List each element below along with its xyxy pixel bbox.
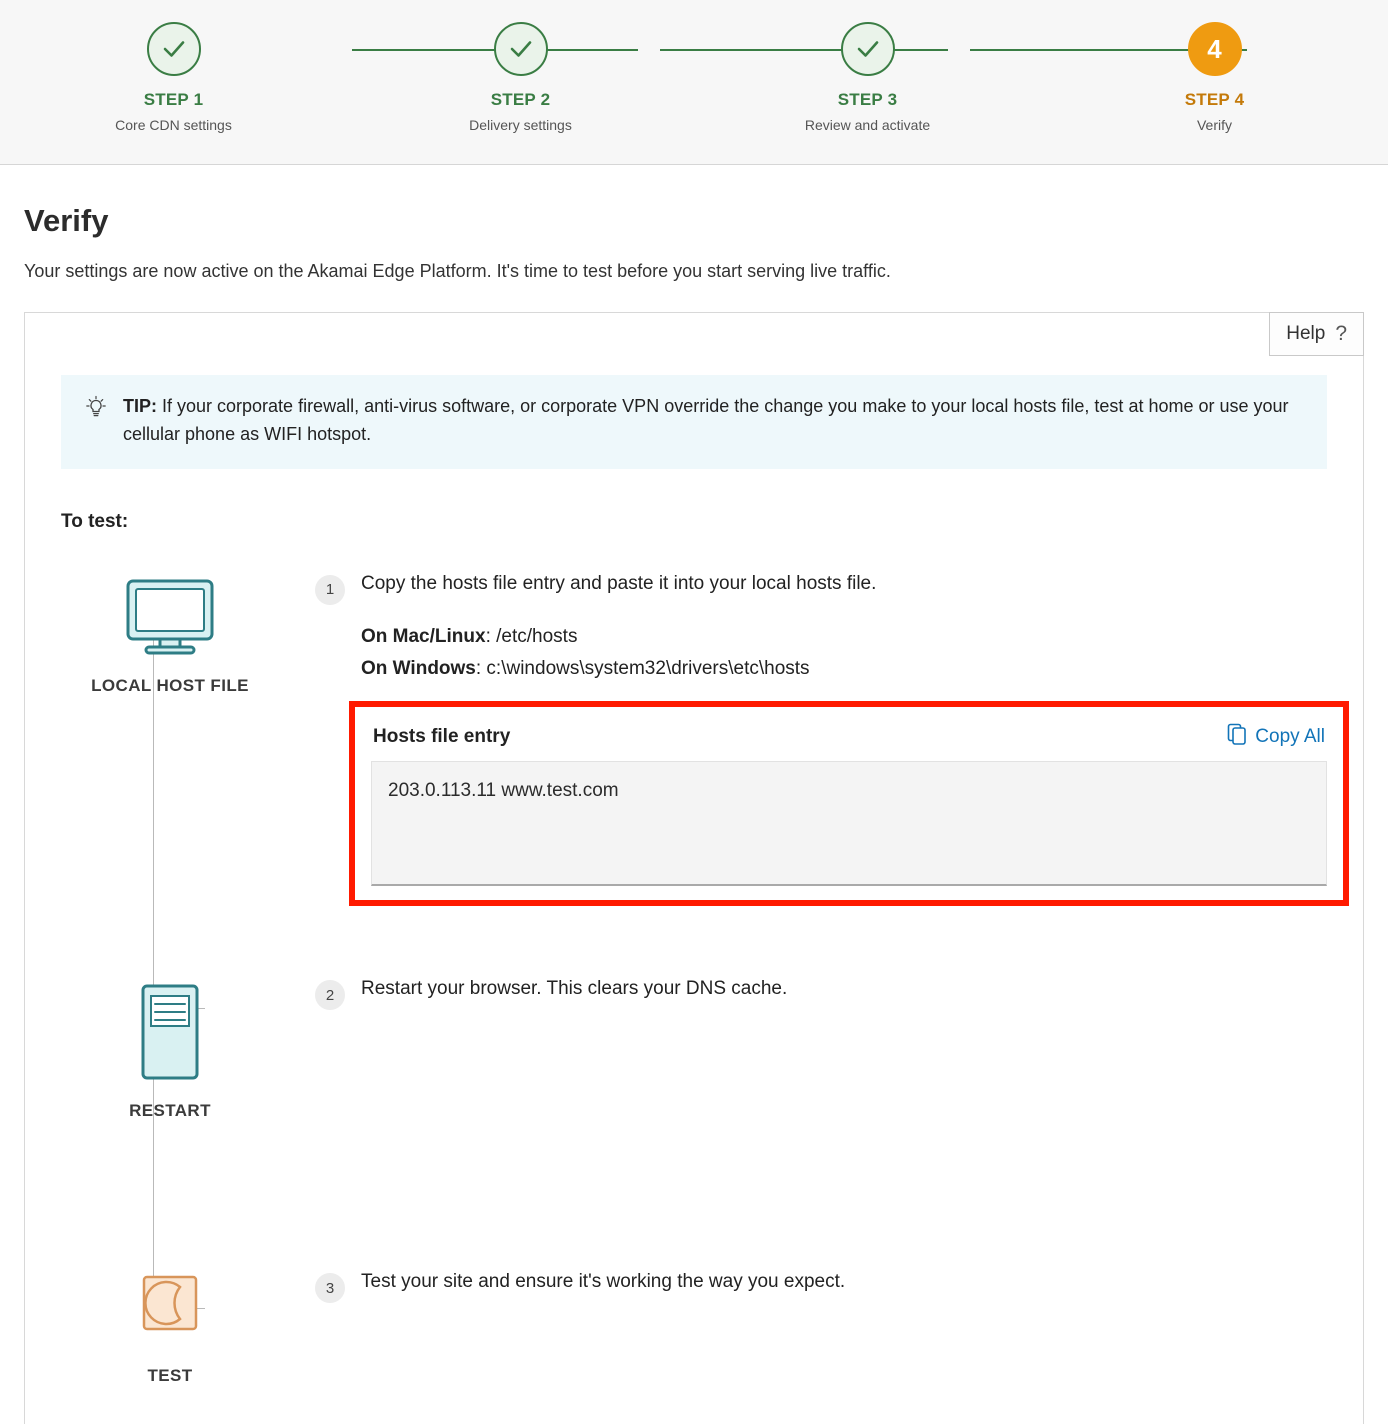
step-3-check-icon: [841, 22, 895, 76]
step-1-subtitle: Core CDN settings: [115, 117, 232, 133]
tip-banner: [61, 375, 1327, 469]
stepper-step-1[interactable]: [0, 0, 347, 133]
step-2-subtitle: Delivery settings: [469, 117, 572, 133]
windows-label: On Windows: [361, 658, 476, 680]
lightbulb-icon: [83, 395, 109, 449]
server-icon: [131, 982, 209, 1087]
step-3-subtitle: Review and activate: [804, 117, 931, 133]
test-step-3-text: Test your site and ensure it's working the way you expect.: [361, 1271, 846, 1293]
step-2-icon-label: RESTART: [129, 1101, 211, 1121]
step-4-subtitle: Verify: [1196, 117, 1232, 133]
test-step-3-line: [315, 1271, 1343, 1303]
hosts-file-entry-highlight: [349, 701, 1349, 906]
test-step-2-text: Restart your browser. This clears your DNS cache.: [361, 978, 788, 1000]
verify-card: [24, 312, 1364, 1424]
spacer-step-3: [25, 1121, 1363, 1271]
step-2-title: STEP 2: [490, 90, 551, 109]
page-title: Verify: [24, 203, 109, 238]
step-3-icon-label: TEST: [147, 1366, 193, 1386]
hosts-entry-title: Hosts file entry: [373, 726, 511, 748]
help-label: Help: [1286, 323, 1326, 344]
test-step-1-text: Copy the hosts file entry and paste it into your local hosts file.: [361, 572, 877, 594]
page-description: Your settings are now active on the Akamai Edge Platform. It's time to test before you start serving live traffic.: [24, 261, 891, 281]
stepper-step-2[interactable]: [347, 0, 694, 133]
test-step-1-content: [315, 573, 1369, 907]
test-step-2-number: 2: [315, 980, 345, 1010]
stepper-connector-2: [660, 49, 948, 51]
help-button[interactable]: [1269, 312, 1364, 356]
test-step-1-row: [25, 573, 1363, 907]
test-step-3-content: [315, 1271, 1363, 1303]
test-step-1-number: 1: [315, 575, 345, 605]
tip-prefix: TIP:: [123, 396, 157, 416]
to-test-heading: To test:: [61, 510, 129, 532]
step-4-title: STEP 4: [1184, 90, 1245, 109]
mac-path-row: [361, 621, 1349, 653]
step-1-icon-label: LOCAL HOST FILE: [91, 675, 249, 695]
spacer-step-2: [25, 906, 1363, 978]
stepper-step-3[interactable]: [694, 0, 1041, 133]
stepper-step-4[interactable]: [1041, 0, 1388, 133]
question-mark-icon: ?: [1335, 322, 1347, 345]
mac-label: On Mac/Linux: [361, 625, 486, 647]
test-steps-flow: [25, 573, 1363, 1424]
step-2-check-icon: [494, 22, 548, 76]
test-step-2-content: [315, 978, 1363, 1010]
step-4-number: 4: [1188, 22, 1242, 76]
test-step-2-row: [25, 978, 1363, 1121]
test-step-2-line: [315, 978, 1343, 1010]
test-step-3-number: 3: [315, 1273, 345, 1303]
hosts-entry-header: [371, 721, 1327, 761]
copy-all-label: Copy All: [1255, 726, 1325, 748]
monitor-icon: [122, 577, 218, 662]
step-3-title: STEP 3: [837, 90, 898, 109]
step-1-check-icon: [147, 22, 201, 76]
wizard-stepper: [0, 0, 1388, 165]
local-host-file-icon-col: [25, 573, 315, 696]
windows-path-row: [361, 653, 1349, 685]
hosts-paths: [361, 621, 1349, 686]
tip-text-wrapper: [123, 393, 1307, 449]
hosts-entry-value[interactable]: 203.0.113.11 www.test.com: [371, 761, 1327, 886]
test-step-1-line: [315, 573, 1349, 605]
copy-icon: [1227, 723, 1247, 751]
page-body: [0, 203, 1388, 1424]
tip-text: If your corporate firewall, anti-virus software, or corporate VPN override the change you make to your local hosts file, test at home or use your cellular phone as WIFI hotspot.: [123, 396, 1289, 444]
step-1-title: STEP 1: [143, 90, 204, 109]
windows-path: : c:\windows\system32\drivers\etc\hosts: [475, 658, 810, 680]
test-icon-col: [25, 1271, 315, 1386]
test-step-3-row: [25, 1271, 1363, 1386]
mac-path: : /etc/hosts: [485, 625, 578, 647]
copy-all-button[interactable]: [1227, 723, 1325, 751]
restart-icon-col: [25, 978, 315, 1121]
akamai-wave-icon: [131, 1275, 209, 1352]
